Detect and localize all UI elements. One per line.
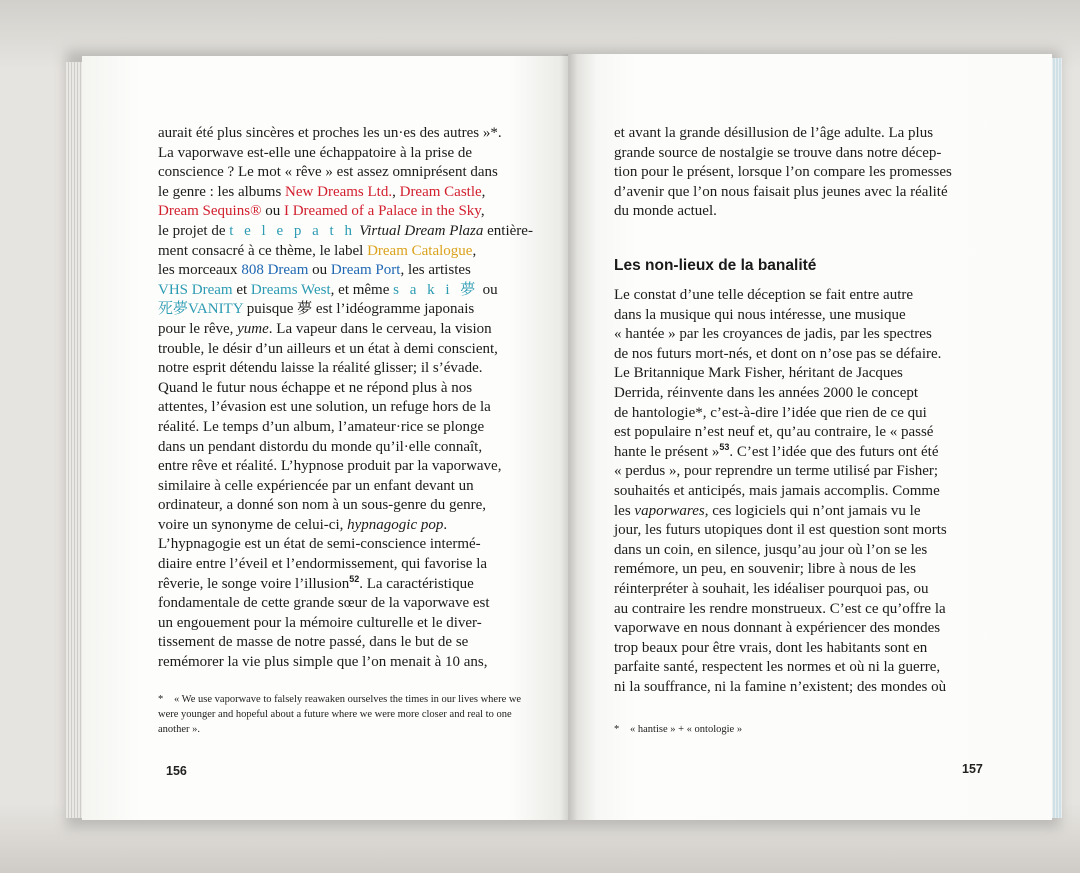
text-run: . La vapeur dans le cerveau, la vision — [268, 320, 492, 337]
text-run: , — [392, 183, 400, 200]
text-run: Quand le futur nous échappe et ne répond plus à nos — [158, 379, 473, 396]
text-run: « hantée » par les croyances de jadis, par les spectres — [614, 326, 932, 343]
text-run: et — [232, 281, 251, 298]
text-line — [158, 633, 533, 653]
text-line — [614, 364, 947, 384]
highlighted-title: 808 Dream — [241, 262, 309, 279]
text-line — [614, 384, 947, 404]
text-run: souhaités et anticipés, mais jamais accomplis. Comme — [614, 482, 940, 499]
text-line — [158, 555, 533, 575]
text-line — [614, 678, 947, 698]
text-run: notre esprit détendu laisse la réalité glisser; il s’évade. — [158, 360, 483, 377]
text-run: vaporwave en nous donnant à expériencer des mondes — [614, 620, 941, 637]
text-line — [158, 359, 533, 379]
text-line — [614, 144, 952, 164]
text-run: un engouement pour la mémoire culturelle et le diver- — [158, 614, 482, 631]
text-line — [158, 320, 533, 340]
text-run: , les artistes — [400, 262, 471, 279]
text-run: de nos futurs mort-nés, et dont on n’ose pas se défaire. — [614, 345, 942, 362]
text-line — [158, 242, 533, 262]
left-page — [82, 56, 568, 820]
text-line — [614, 306, 947, 326]
italic-text: yume — [237, 320, 269, 337]
text-run: ni la souffrance, ni la famine n’existent; des mondes où — [614, 678, 947, 695]
text-run: voire un synonyme de celui-ci, — [158, 516, 348, 533]
note-reference: 53 — [719, 441, 730, 452]
text-run: , — [472, 242, 477, 259]
text-line — [158, 163, 533, 183]
text-line — [614, 541, 947, 561]
text-line — [158, 261, 533, 281]
footnote-text: « We use vaporwave to falsely reawaken ourselves the times in our lives where we were younger and hopeful about a future where we were more closer and real to one another ». — [158, 694, 522, 735]
text-run: dans la musique qui nous intéresse, une musique — [614, 306, 906, 323]
text-line — [614, 639, 947, 659]
highlighted-title: VHS Dream — [158, 281, 233, 298]
highlighted-title: t e l e p a t h — [229, 222, 356, 239]
footnote-text: « hantise » + « ontologie » — [630, 724, 743, 735]
text-line — [158, 594, 533, 614]
text-line — [158, 575, 533, 595]
text-run: grande source de nostalgie se trouve dans notre décep- — [614, 144, 942, 161]
text-line — [614, 462, 947, 482]
highlighted-title: I Dreamed of a Palace in the Sky — [283, 203, 481, 220]
text-run: « perdus », pour reprendre un terme utilisé par Fisher; — [614, 463, 939, 480]
italic-text: hypnagogic pop — [347, 516, 444, 533]
text-run: L’hypnagogie est un état de semi-conscience intermé- — [158, 536, 481, 553]
right-page-intro — [614, 124, 952, 222]
text-line — [614, 521, 947, 541]
text-run: Le constat d’une telle déception se fait entre autre — [614, 287, 914, 303]
highlighted-title: 死夢VANITY — [158, 301, 243, 318]
text-run: Le Britannique Mark Fisher, héritant de Jacques — [614, 365, 903, 382]
text-run: . C’est l’idée que des futurs ont été — [729, 443, 939, 460]
text-run: du monde actuel. — [614, 203, 717, 220]
text-line — [158, 124, 533, 144]
text-line — [158, 457, 533, 477]
text-line — [158, 438, 533, 458]
text-run: , et même — [330, 281, 394, 298]
text-run: ordinateur, a donné son nom à un sous-genre du genre, — [158, 497, 487, 514]
text-run: ou — [308, 262, 331, 279]
text-line — [614, 124, 952, 144]
text-line — [158, 340, 533, 360]
text-line — [614, 423, 947, 443]
text-run: tissement de masse de notre passé, dans le but de se — [158, 634, 469, 651]
text-run: similaire à celle expériencée par un enfant devant un — [158, 477, 474, 494]
right-footnote — [614, 722, 742, 737]
text-run: trop beaux pour être vrais, dont les habitants sont en — [614, 639, 928, 656]
highlighted-title: Dream Castle — [399, 183, 482, 200]
text-run: parfaite santé, respectent les normes et où ni la guerre, — [614, 659, 941, 676]
text-run: remémore, un peu, en souvenir; libre à nous de les — [614, 561, 916, 578]
text-run: tion pour le présent, lorsque l’on compare les promesses — [614, 164, 952, 181]
text-run: fondamentale de cette grande sœur de la vaporwave est — [158, 595, 490, 612]
text-line — [614, 286, 947, 306]
text-run: dans un pendant distordu du monde qu’il·elle connaît, — [158, 438, 483, 455]
text-run: dans un coin, en silence, jusqu’au jour où l’on se les — [614, 541, 928, 558]
highlighted-title: Dreams West — [250, 281, 331, 298]
text-run: au contraire les rendre monstrueux. C’est ce qu’offre la — [614, 600, 946, 617]
text-line — [158, 379, 533, 399]
text-run: réinterpréter à souhait, les idéaliser pourquoi pas, ou — [614, 580, 929, 597]
page-number-left: 156 — [166, 764, 187, 778]
text-run: ment consacré à ce thème, le label — [158, 242, 368, 259]
left-footnote — [158, 692, 538, 737]
text-line — [614, 580, 947, 600]
text-run: les — [614, 502, 635, 519]
text-line — [614, 600, 947, 620]
book-gutter — [560, 54, 578, 820]
text-run: et avant la grande désillusion de l’âge adulte. La plus — [614, 125, 934, 141]
text-run: est populaire n’est neuf et, qu’au contraire, le « passé — [614, 424, 934, 441]
text-line — [158, 418, 533, 438]
text-run: ou — [478, 281, 498, 298]
text-line — [158, 300, 533, 320]
italic-text: vaporwares — [634, 502, 705, 519]
text-run: La vaporwave est-elle une échappatoire à la prise de — [158, 144, 473, 161]
text-line — [614, 202, 952, 222]
highlighted-title: Dream Catalogue — [367, 242, 473, 259]
text-run: conscience ? Le mot « rêve » est assez omniprésent dans — [158, 164, 498, 181]
text-line — [158, 183, 533, 203]
right-page-body — [614, 286, 947, 697]
text-line — [614, 658, 947, 678]
italic-text: Virtual Dream Plaza — [359, 222, 484, 239]
text-line — [614, 183, 952, 203]
text-run: ou — [261, 203, 284, 220]
text-run: le genre : les albums — [158, 183, 286, 200]
text-line — [158, 281, 533, 301]
text-run: Derrida, réinvente dans les années 2000 le concept — [614, 384, 919, 401]
left-page-body — [158, 124, 533, 673]
text-run: trouble, le désir d’un ailleurs et un état à demi conscient, — [158, 340, 498, 357]
text-line — [158, 202, 533, 222]
section-heading: Les non-lieux de la banalité — [614, 257, 817, 274]
text-line — [158, 398, 533, 418]
text-line — [158, 535, 533, 555]
text-line — [614, 345, 947, 365]
text-run: remémorer la vie plus simple que l’on menait à 10 ans, — [158, 654, 488, 671]
page-number-right: 157 — [962, 762, 983, 776]
text-run: puisque 夢 est l’idéogramme japonais — [243, 301, 475, 318]
text-run: attentes, l’évasion est une solution, un refuge hors de la — [158, 399, 491, 416]
text-line — [158, 477, 533, 497]
text-line — [614, 325, 947, 345]
text-line — [614, 163, 952, 183]
text-run: , — [481, 183, 486, 200]
text-line — [614, 619, 947, 639]
text-line — [158, 653, 533, 673]
footnote-mark: * — [614, 724, 620, 735]
text-run: entre rêve et réalité. L’hypnose produit par la vaporwave, — [158, 458, 502, 475]
text-run: réalité. Le temps d’un album, l’amateur·rice se plonge — [158, 418, 485, 435]
text-run: , ces logiciels qui n’ont jamais vu le — [704, 502, 921, 519]
text-run: entière- — [483, 222, 533, 239]
text-run: hante le présent » — [614, 443, 720, 460]
highlighted-title: New Dreams Ltd. — [285, 183, 393, 200]
text-run: rêverie, le songe voire l’illusion — [158, 575, 350, 592]
text-line — [614, 502, 947, 522]
text-run: les morceaux — [158, 262, 242, 279]
text-run: aurait été plus sincères et proches les un·es des autres »*. — [158, 125, 502, 141]
right-page — [568, 54, 1052, 820]
footnote-mark: * — [158, 694, 164, 705]
text-line — [614, 482, 947, 502]
note-reference: 52 — [349, 573, 360, 584]
text-run: diaire entre l’éveil et l’endormissement, qui favorise la — [158, 556, 488, 573]
text-run: d’avenir que l’on nous faisait plus jeunes avec la réalité — [614, 183, 948, 200]
text-line — [158, 496, 533, 516]
highlighted-title: s a k i 夢 — [393, 281, 479, 298]
text-line — [158, 144, 533, 164]
text-run: . — [443, 516, 448, 533]
text-line — [158, 222, 533, 242]
text-run: , — [480, 203, 485, 220]
highlighted-title: Dream Port — [330, 262, 401, 279]
text-run: pour le rêve, — [158, 320, 238, 337]
text-run: le projet de — [158, 222, 230, 239]
text-line — [614, 443, 947, 463]
text-line — [614, 404, 947, 424]
text-run: de hantologie*, c’est-à-dire l’idée que rien de ce qui — [614, 404, 927, 421]
highlighted-title: Dream Sequins® — [158, 203, 262, 220]
text-run: . La caractéristique — [359, 575, 474, 592]
text-line — [158, 516, 533, 536]
text-run: jour, les futurs utopiques dont il est question sont morts — [614, 522, 947, 539]
text-line — [614, 560, 947, 580]
text-line — [158, 614, 533, 634]
